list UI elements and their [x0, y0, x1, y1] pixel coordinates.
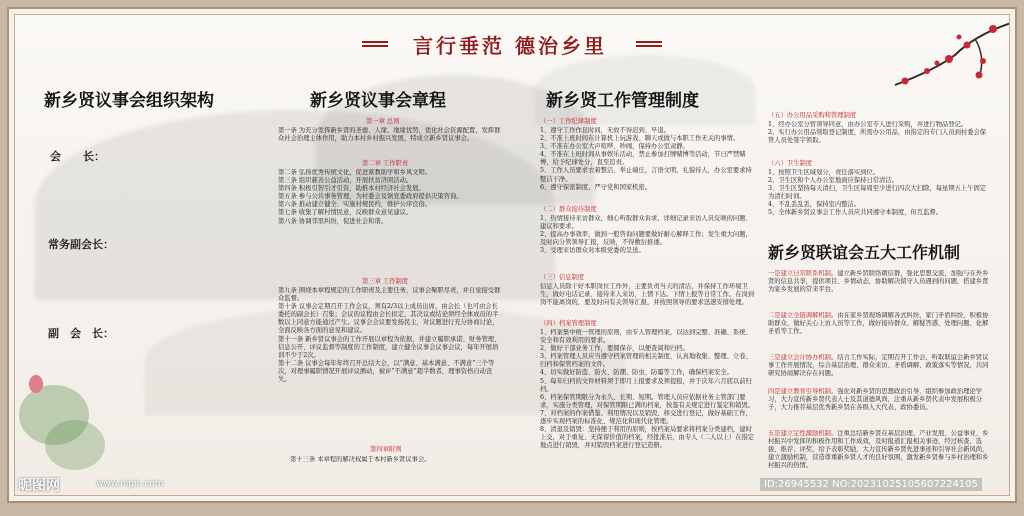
mechanism-4-heading: 四是建立教育引导机制。: [768, 388, 838, 395]
charter-chapter-4: 第四章附则: [370, 446, 402, 453]
banner-ornament-left: [362, 41, 388, 47]
rule-text-1: 1、遵守工作作息时间，无故不得迟到、早退。 2、不准上班时间在计算机上玩游戏、聊天或做与本职工作无关的事情。 3、不准在办公室大声喧哗、吵闹，保持办公室肃静。 4、不准在上班时间从事娱乐活动，禁止参加打牌赌博等活动，节日严禁赌博，给予纪律处分，直至追责。 5、工作人员要求衣着整洁、举止端庄，言语文明，礼貌待人，办公室要求持整洁干净。 6、遵守保密制度，严守党和国家机密。: [540, 127, 752, 191]
mechanism-2-heading: 二是建立全链调解机制。: [768, 312, 838, 319]
rule-section-5: （五）办公用品采购和管理制度: [768, 112, 857, 119]
rule-text-6: 1、按照卫生区域划分，责任落实到位。 2、卫生区和个人办公室地面应保持日常清洁。 3、卫生区坚持每天清扫，卫生区每周至少进行四次大扫除，每星期五上午固定为清扫时间。 4、不乱丢乱丢，保持室内整洁。 5、全体新乡贤议事会工作人员应共同遵守本制度，但互监督。: [768, 169, 987, 217]
mechanism-5-text: 注重总结新乡贤在基层治理、产业发展、公益事业、乡村振兴中发挥的积极作用和工作成效，及时报道汇报相关事迹，经过核查、选拔、推荐、评奖，给予表彰奖励，大力宣传新乡贤先进事迹和引导社会新风尚，建立激励机制，营造尊重新乡贤人才的良好氛围，激发新乡贤参与乡村治理和乡村振兴的热情。: [768, 430, 989, 470]
charter-chapter-3: 第三章 工作制度: [362, 278, 409, 285]
rule-section-4: （四）档案管理制度: [540, 320, 597, 327]
charter-text-2: 第二条 弘扬优秀传统文化，促进紧教助学和乡风文明。 第三条 组织慈善公益活动，开展扶贫济困活动。 第四条 积极引智引才引资，助推本村经济社会发展。 第五条 参与公共事务管理，为村委会及镇党委政府提供决策咨询。 第六条 推动建立健全、实施村规民约，维护公序良俗。 第七条 收集了解村情民意，反映群众意见建议。 第八条 协调邻里纠纷，促进社会和谐。: [278, 169, 463, 225]
rule-section-3: （三）信息制度: [540, 274, 585, 281]
mechanism-1: [768, 270, 990, 310]
mechanism-1-heading: 一是建立日常联系机制。: [768, 270, 838, 277]
watermark-logo: 昵图网: [18, 478, 60, 494]
banner-ornament-right: [636, 41, 662, 47]
role-executive-vice-president: 常务副会长：: [48, 238, 114, 251]
rule-section-6: （六）卫生制度: [768, 160, 813, 167]
mechanism-3: [768, 354, 990, 386]
mechanism-2-text: 由在家乡贤现场调解各式纠纷，家门矛盾纠纷，积极协助群众、做好关心上访人员等工作，做好接待群众、解疑答惑、处理问题、化解矛盾等工作。: [768, 312, 989, 336]
mechanism-4: [768, 388, 990, 428]
banner-slogan: 言行垂范 德治乡里: [413, 34, 607, 58]
rule-text-5: 1、经办公室分管领导同意，由办公室专人进行采购，并进行物品登记。 2、实行办公用品领取登记制度，所需办公用品，由指定的专门人员到村委会保管人员处签字领取。: [768, 121, 987, 145]
image-id-watermark: ID:26945532 NO:20231025105607224105: [760, 478, 982, 491]
lotus-flower: [29, 375, 43, 393]
charter-text-4: 第十三条 本章程的解决权属于本村新乡贤议事会。: [290, 456, 431, 463]
charter-text-3: 第九条 围绕本章程规定的工作职责及主要任务，议事会聚职尽责，并自觉接受群众监督。 第十条 议事会定期召开工作会议，须有2/3以上成员出席，由会长（也可由会长委托的副会长）召集；会议的议程由会长拟定，其决议或结论须经全体成员的半数以上同意方能通过产生。议事会会议要发扬民主，对议题进行充分协商讨论，全面反映各方面的意见和建议。 第十一条 新乡贤议事会的工作开展以章程为依据，并建立履职承诺、财务管理、信息公开、评议监督等制度的工作制度，建立健全议事会议事会议，每年开展培训不少于2次。 第十二条 议事会每年年终召开总结大会，以“满意、基本满意、不满意”三个等次，对理事履职情况开展评议测动，被评“不满意”超半数者，理事资格自动丧失。: [278, 287, 501, 384]
rule-text-2: 1、热情接待来访群众，细心听取群众诉求，详细记录来访人员反映的问题、建议和要求。 2、提高办事效率，做到一般咨询问题要做好耐心解释工作；发生重大问题，及时向分管领导汇报，反映，不得敷衍推诿。 3、受理来访群众对本级党委的呈送。: [540, 215, 752, 255]
charter-chapter-1: 第一章 总则: [366, 118, 400, 125]
management-rules-title: 新乡贤工作管理制度: [546, 91, 699, 111]
mechanism-5: [768, 430, 990, 478]
mechanism-2: [768, 312, 990, 352]
lotus-leaf: [45, 420, 105, 470]
plum-blossom-branch: [875, 15, 1010, 95]
rule-section-1: （一）工作纪律制度: [540, 118, 597, 125]
rule-section-2: （二）群众接待制度: [540, 206, 597, 213]
watermark-url: www.nipic.com: [96, 479, 164, 489]
charter-chapter-2: 第二章 工作职责: [362, 160, 409, 167]
charter-text-1: 第一条 为充分发挥新乡贤的圣德、人缘、地缘优势，优化社会资源配置，发挥群众社会治理主体作用，助力本村乡村振兴发展，特成立新乡贤议事会。: [278, 127, 501, 143]
role-vice-president: 副 会 长：: [48, 327, 114, 340]
rule-text-4: 1、档案集中统一管理的原则，由专人管理档案，以达到完整、准确、系统、安全和有效利用的要求。 2、做好干部业务工作，要圆保存，以便查阅和归档。 3、档案管理人员应当遵守档案管理的相关制度，认真地收集、整理、立卷、归档和保管档案的文件。 4、切实做好防盗、防火、防潮、防虫、防霉等工作，确保档案安全。 5、每年归档的文件材料须于即月上报要求及须提报，并于次年六月底以前归档。 6、档案保管期限分为永久、长期、短期。管理人员应依据业务主管部门要求，实施分类管理，对保管期限已满的档案，按鉴有关规定进行鉴定和销毁。 7、对档案的作案借鉴、利用情况以及销毁、移交进行登记，做好基础工作，逐步实现档案的标准化、规范化和现代化管理。 8、清退及销毁：坚持便于利用的原则，按档案局要求将档案分类建档，建时上交，对于重复、无保留价值的档案，经批准后，由专人（二人以上）在指定地点进行销毁，并对销毁档案进行登记造册。: [540, 329, 755, 450]
five-mechanisms-title: 新乡贤联谊会五大工作机制: [768, 243, 961, 262]
mechanism-4-text: 强化对新乡贤的思想政治引导，组织参加政治理论学习，大力宣传新乡贤代表人士及其道德风尚，注重从新乡贤代表中发展积极分子，大力推荐基层优秀新乡贤在各级人大代表、政协委员。: [768, 388, 983, 412]
mechanism-1-text: 建立新乡贤联络微信群，强化思想交流，加强与在外乡贤的信息共享，提供项目、乡情动态，协助解决留守人员遇到的问题，搭建乡贤为家乡发展的常来平台。: [768, 270, 989, 294]
mechanism-3-heading: 三是建立会计协办机制。: [768, 354, 838, 361]
mechanism-5-heading: 五是建立定性激励机制。: [768, 430, 838, 437]
mechanism-3-text: 结合工作实际，定期召开工作会，听取联谊会新乡贤议事工作开展情况，综合基层治理、群众来访、矛盾调解、政策落实等情况，共同研究协商解决存在问题。: [768, 354, 989, 378]
charter-title: 新乡贤议事会章程: [310, 91, 446, 111]
org-structure-title: 新乡贤议事会组织架构: [44, 91, 214, 111]
role-president: 会 长：: [50, 150, 105, 163]
rule-text-3: 信息人员除干好本职岗位工作外，主要负责当天的清洁，并保持工作环境卫生，做好电话记录、接待来人来访，上情下达。下情上报等日常工作。在岗到岗不能离岗的，要及时向有关领导汇报，并按照领导的要求迅速安排处理。: [540, 283, 755, 307]
